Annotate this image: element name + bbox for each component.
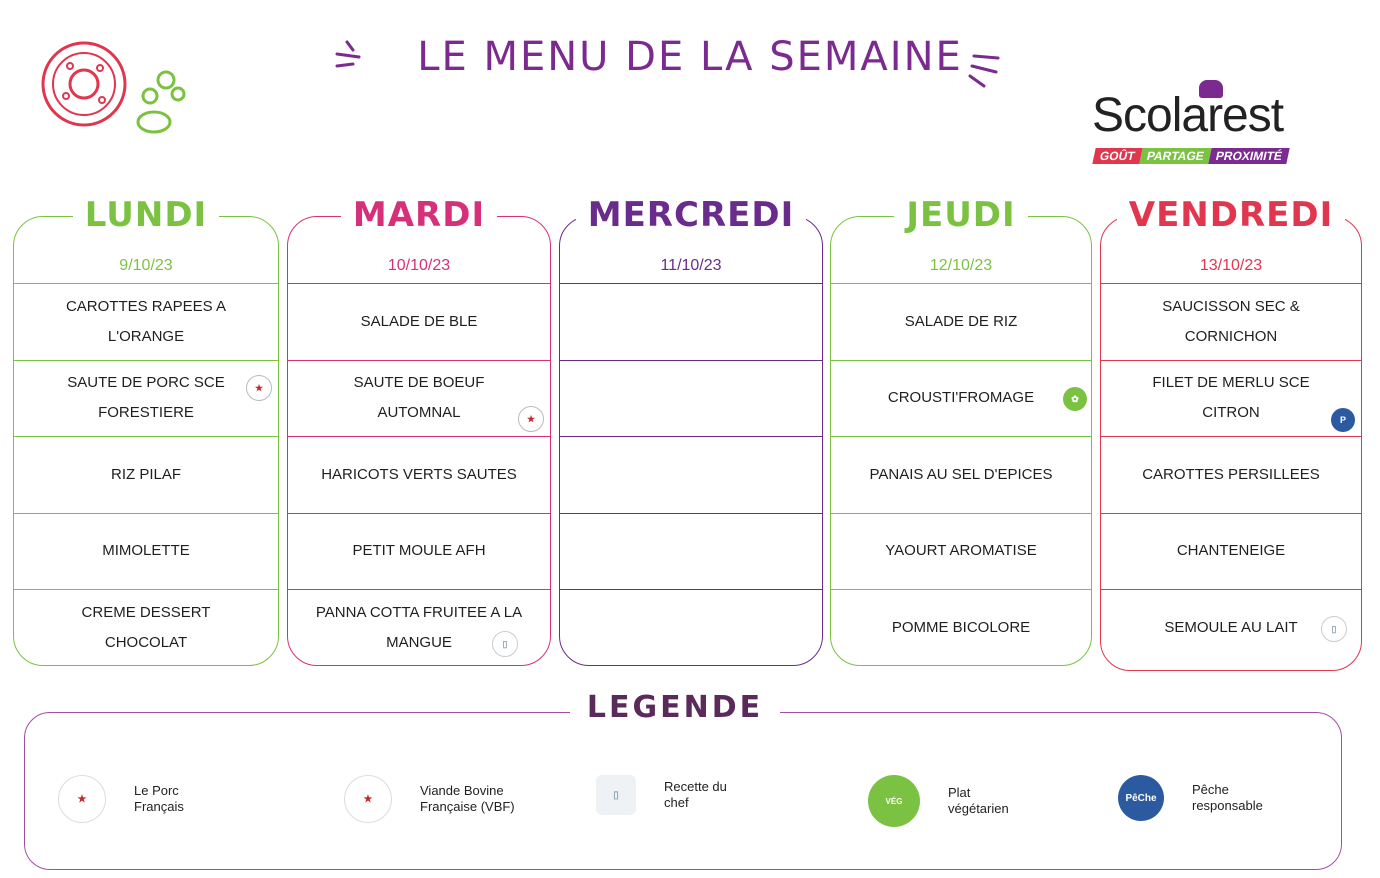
menu-item [14, 436, 278, 512]
day-column-mardi [287, 195, 551, 666]
menu-item-label: SEMOULE AU LAIT [1164, 618, 1298, 636]
menu-item [288, 436, 550, 512]
day-column-jeudi [830, 195, 1092, 666]
peche-responsable-icon: P [1331, 408, 1355, 432]
legend-label: Le Porc Français [134, 783, 184, 814]
menu-item [1101, 360, 1361, 436]
sparkle-left-icon [333, 40, 373, 85]
legend-label: Pêche responsable [1192, 782, 1263, 813]
menu-item [1101, 513, 1361, 589]
menu-item [560, 436, 822, 512]
day-date: 11/10/23 [660, 257, 722, 274]
day-column-vendredi [1100, 195, 1362, 671]
day-name-label: VENDREDI [1117, 195, 1346, 235]
menu-item-label: SALADE DE BLE [360, 312, 478, 330]
day-name-label: JEUDI [894, 195, 1027, 235]
menu-item [14, 283, 278, 359]
menu-item [560, 513, 822, 589]
menu-item [14, 360, 278, 436]
menu-item [831, 589, 1091, 665]
day-name [560, 195, 822, 235]
recette-chef-icon: ▯ [596, 775, 636, 815]
menu-item [288, 513, 550, 589]
menu-item [1101, 436, 1361, 512]
menu-item-label: PANNA COTTA FRUITEE A LA MANGUE [315, 603, 523, 651]
menu-item [1101, 589, 1361, 665]
menu-item [831, 436, 1091, 512]
legend-item-vbf [344, 775, 530, 823]
day-column-mercredi [559, 195, 823, 666]
menu-item [288, 360, 550, 436]
menu-item-label: POMME BICOLORE [891, 618, 1031, 636]
plat-vegetarien-icon: VÉG [868, 775, 920, 827]
day-name [288, 195, 550, 235]
logo-tag-proximite: PROXIMITÉ [1208, 148, 1289, 164]
day-column-lundi [13, 195, 279, 666]
logo-tagline [1094, 148, 1288, 164]
day-name-label: MERCREDI [576, 195, 806, 235]
day-name [831, 195, 1091, 235]
menu-item-label: SALADE DE RIZ [904, 312, 1018, 330]
menu-item [560, 283, 822, 359]
menu-item-label: CAROTTES RAPEES A L'ORANGE [65, 297, 227, 345]
menu-item [288, 283, 550, 359]
menu-item [14, 513, 278, 589]
scolarest-logo [1088, 80, 1298, 170]
menu-item-label: MIMOLETTE [102, 542, 190, 560]
legend-title: LEGENDE [570, 690, 780, 725]
menu-item-label: PANAIS AU SEL D'EPICES [869, 465, 1053, 483]
day-date: 12/10/23 [929, 257, 993, 274]
menu-item-label: CHANTENEIGE [1176, 542, 1286, 560]
menu-item-label: SAUTE DE PORC SCE FORESTIERE [67, 374, 225, 422]
donut-decoration [40, 44, 190, 149]
porc-francais-icon: ★ [246, 375, 272, 401]
porc-francais-icon: ★ [58, 775, 106, 823]
page-title: LE MENU DE LA SEMAINE [417, 34, 963, 80]
menu-item [831, 513, 1091, 589]
day-date: 13/10/23 [1199, 257, 1263, 274]
recette-chef-icon: ▯ [1321, 616, 1347, 642]
day-name [14, 195, 278, 235]
logo-tag-gout: GOÛT [1092, 148, 1142, 164]
menu-item-label: CAROTTES PERSILLEES [1142, 465, 1320, 483]
menu-item [831, 283, 1091, 359]
peche-responsable-icon: PêChe [1118, 775, 1164, 821]
legend-item-peche [1118, 775, 1282, 821]
legend-item-porc [58, 775, 224, 823]
menu-item-label: YAOURT AROMATISE [885, 542, 1037, 560]
legend-item-vegetarien [868, 775, 1028, 827]
menu-item-label: HARICOTS VERTS SAUTES [321, 465, 517, 483]
menu-item [14, 589, 278, 665]
viande-bovine-icon: ★ [518, 406, 544, 432]
legend-label: Recette du chef [664, 779, 727, 810]
legend-label: Plat végétarien [948, 785, 1009, 816]
menu-item [560, 589, 822, 665]
menu-item-label: SAUCISSON SEC & CORNICHON [1162, 297, 1300, 345]
menu-item-label: CROUSTI'FROMAGE [887, 389, 1035, 407]
menu-item [288, 589, 550, 665]
day-name-label: LUNDI [73, 195, 219, 235]
recette-chef-icon: ▯ [492, 631, 518, 657]
viande-bovine-icon: ★ [344, 775, 392, 823]
plat-vegetarien-icon: ✿ [1063, 387, 1087, 411]
day-date: 9/10/23 [119, 257, 173, 274]
menu-item-label: SAUTE DE BOEUF AUTOMNAL [353, 374, 485, 422]
legend-item-chef [596, 775, 734, 815]
day-name-label: MARDI [341, 195, 497, 235]
day-date: 10/10/23 [387, 257, 451, 274]
menu-item-label: PETIT MOULE AFH [352, 542, 486, 560]
logo-brand: Scolarest [1092, 89, 1284, 142]
menu-item [831, 360, 1091, 436]
menu-item [560, 360, 822, 436]
menu-item [1101, 283, 1361, 359]
menu-item-label: RIZ PILAF [110, 465, 181, 483]
legend-label: Viande Bovine Française (VBF) [420, 783, 515, 814]
logo-tag-partage: PARTAGE [1139, 148, 1211, 164]
menu-item-label: CREME DESSERT CHOCOLAT [81, 603, 211, 651]
menu-item-label: FILET DE MERLU SCE CITRON [1152, 374, 1310, 422]
day-name [1101, 195, 1361, 235]
